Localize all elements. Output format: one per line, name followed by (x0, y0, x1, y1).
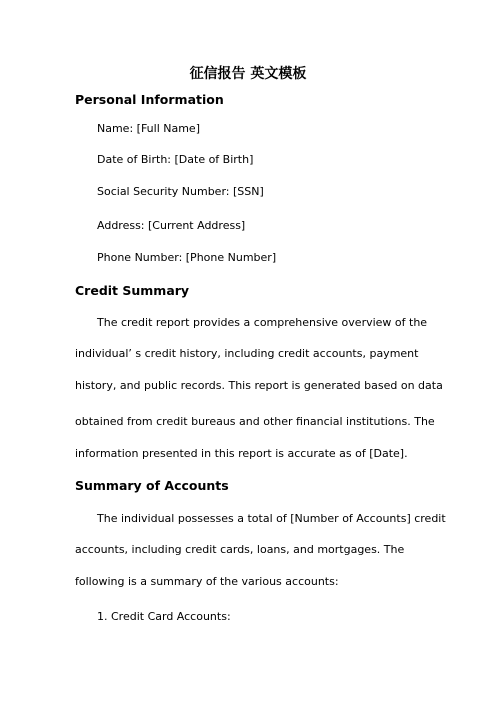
phone-number-field: Phone Number: [Phone Number] (97, 251, 277, 264)
ssn-field: Social Security Number: [SSN] (97, 185, 264, 198)
credit-summary-line: obtained from credit bureaus and other financial institutions. The (75, 415, 435, 428)
credit-summary-line: history, and public records. This report is generated based on data (75, 379, 443, 392)
summary-of-accounts-line: accounts, including credit cards, loans, and mortgages. The (75, 543, 405, 556)
credit-summary-line: individual’ s credit history, including credit accounts, payment (75, 347, 419, 360)
name-field: Name: [Full Name] (97, 122, 200, 135)
credit-summary-heading: Credit Summary (75, 283, 190, 298)
summary-of-accounts-heading: Summary of Accounts (75, 478, 229, 493)
document-title: 征信报告 英文模板 (189, 66, 307, 82)
summary-of-accounts-line: following is a summary of the various accounts: (75, 575, 339, 588)
summary-of-accounts-line: The individual possesses a total of [Number of Accounts] credit (97, 512, 446, 525)
date-of-birth-field: Date of Birth: [Date of Birth] (97, 153, 254, 166)
credit-summary-line: information presented in this report is accurate as of [Date]. (75, 447, 408, 460)
credit-card-accounts-list-item: 1. Credit Card Accounts: (97, 610, 231, 623)
address-field: Address: [Current Address] (97, 219, 246, 232)
personal-information-heading: Personal Information (75, 92, 224, 107)
credit-summary-line: The credit report provides a comprehensive overview of the (97, 316, 428, 329)
